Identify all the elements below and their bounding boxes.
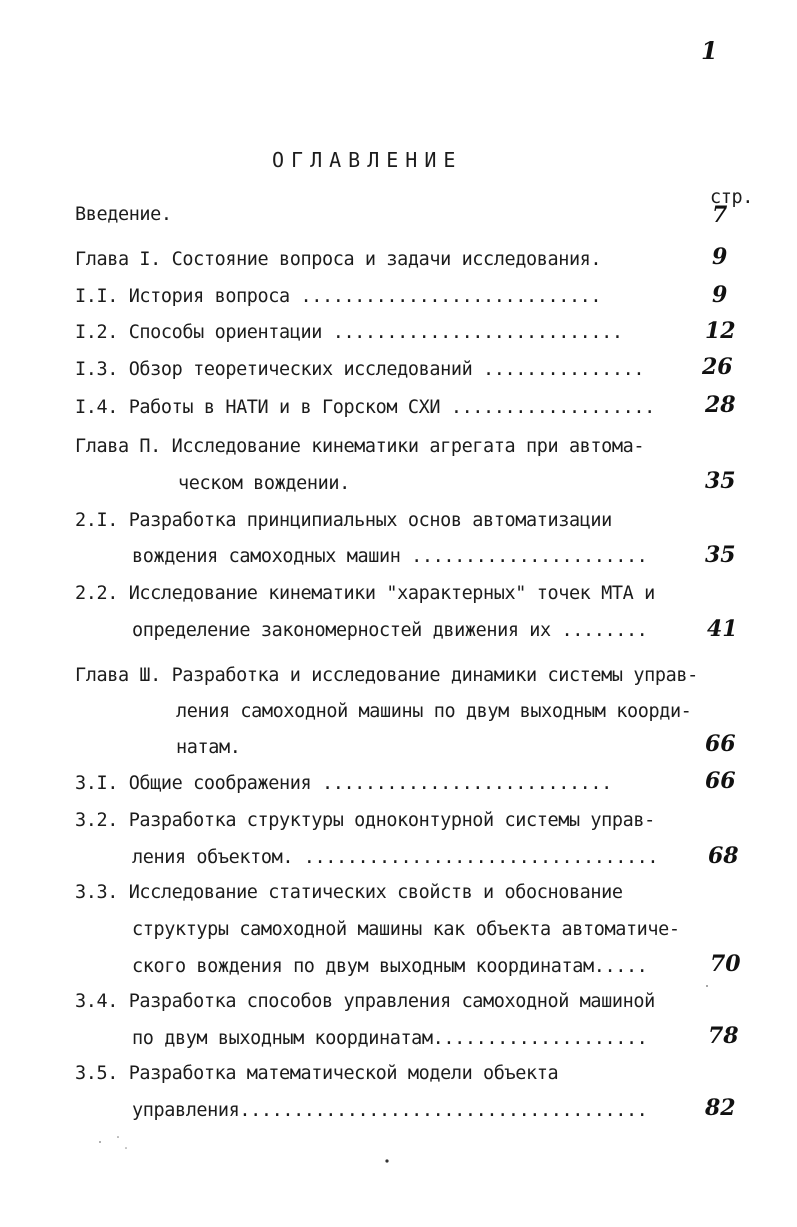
toc-page-number: 9 [712, 282, 728, 308]
toc-page-number: 82 [705, 1095, 736, 1121]
toc-page-number: 12 [705, 318, 736, 344]
toc-entry-line: определение закономерностей движения их ........ [132, 620, 648, 641]
toc-page-number: 35 [705, 468, 736, 494]
toc-entry-line: I.4. Работы в НАТИ и в Горском СХИ ................... [75, 397, 655, 418]
toc-entry-line: вождения самоходных машин ...................... [132, 546, 648, 567]
toc-page-number: 7 [712, 202, 728, 228]
toc-page-number: 28 [705, 392, 736, 418]
toc-entry-line: Глава П. Исследование кинематики агрегата при автома- [75, 436, 645, 457]
toc-entry-line: по двум выходным координатам.................... [132, 1028, 648, 1049]
toc-entry-line: структуры самоходной машины как объекта автоматиче- [132, 919, 680, 940]
toc-entry-line: управления...................................... [132, 1100, 648, 1121]
toc-entry-line: Глава I. Состояние вопроса и задачи исследования. [75, 249, 602, 270]
toc-page-number: 66 [705, 768, 736, 794]
toc-page-number: 68 [708, 843, 739, 869]
toc-page-number: 70 [710, 951, 741, 977]
toc-entry-line: 3.4. Разработка способов управления самоходной машиной [75, 991, 655, 1012]
toc-entry-line: натам. [176, 737, 241, 758]
toc-page-number: 41 [707, 616, 738, 642]
toc-entry-line: I.I. История вопроса ............................ [75, 286, 602, 307]
page-number: 1 [701, 36, 718, 65]
toc-entry-line: I.3. Обзор теоретических исследований ............... [75, 359, 645, 380]
toc-entry-line: 3.5. Разработка математической модели объекта [75, 1063, 559, 1084]
toc-entry-line: Введение. [75, 204, 172, 225]
toc-page-number: 35 [705, 542, 736, 568]
toc-entry-line: Глава Ш. Разработка и исследование динамики системы управ- [75, 665, 698, 686]
toc-entry-line: 3.3. Исследование статических свойств и обоснование [75, 882, 623, 903]
toc-page-number: 78 [708, 1023, 739, 1049]
toc-page-number: 26 [702, 354, 733, 380]
toc-entry-line: ческом вождении. [178, 473, 350, 494]
toc-entry-line: ского вождения по двум выходным координатам..... [132, 956, 648, 977]
toc-page-number: 9 [712, 244, 728, 270]
toc-page-number: 66 [705, 731, 736, 757]
toc-entry-line: 2.I. Разработка принципиальных основ автоматизации [75, 510, 612, 531]
toc-entry-line: ления объектом. ................................. [132, 847, 659, 868]
toc-entry-line: 3.2. Разработка структуры одноконтурной системы управ- [75, 810, 655, 831]
toc-entry-line: 3.I. Общие соображения ........................... [75, 773, 612, 794]
toc-entry-line: I.2. Способы ориентации ........................... [75, 322, 623, 343]
toc-entry-line: ления самоходной машины по двум выходным коорди- [176, 701, 692, 722]
toc-entry-line: 2.2. Исследование кинематики "характерных" точек МТА и [75, 583, 655, 604]
page-column-label: стр. [710, 187, 753, 208]
page-title: ОГЛАВЛЕНИЕ [272, 148, 463, 172]
